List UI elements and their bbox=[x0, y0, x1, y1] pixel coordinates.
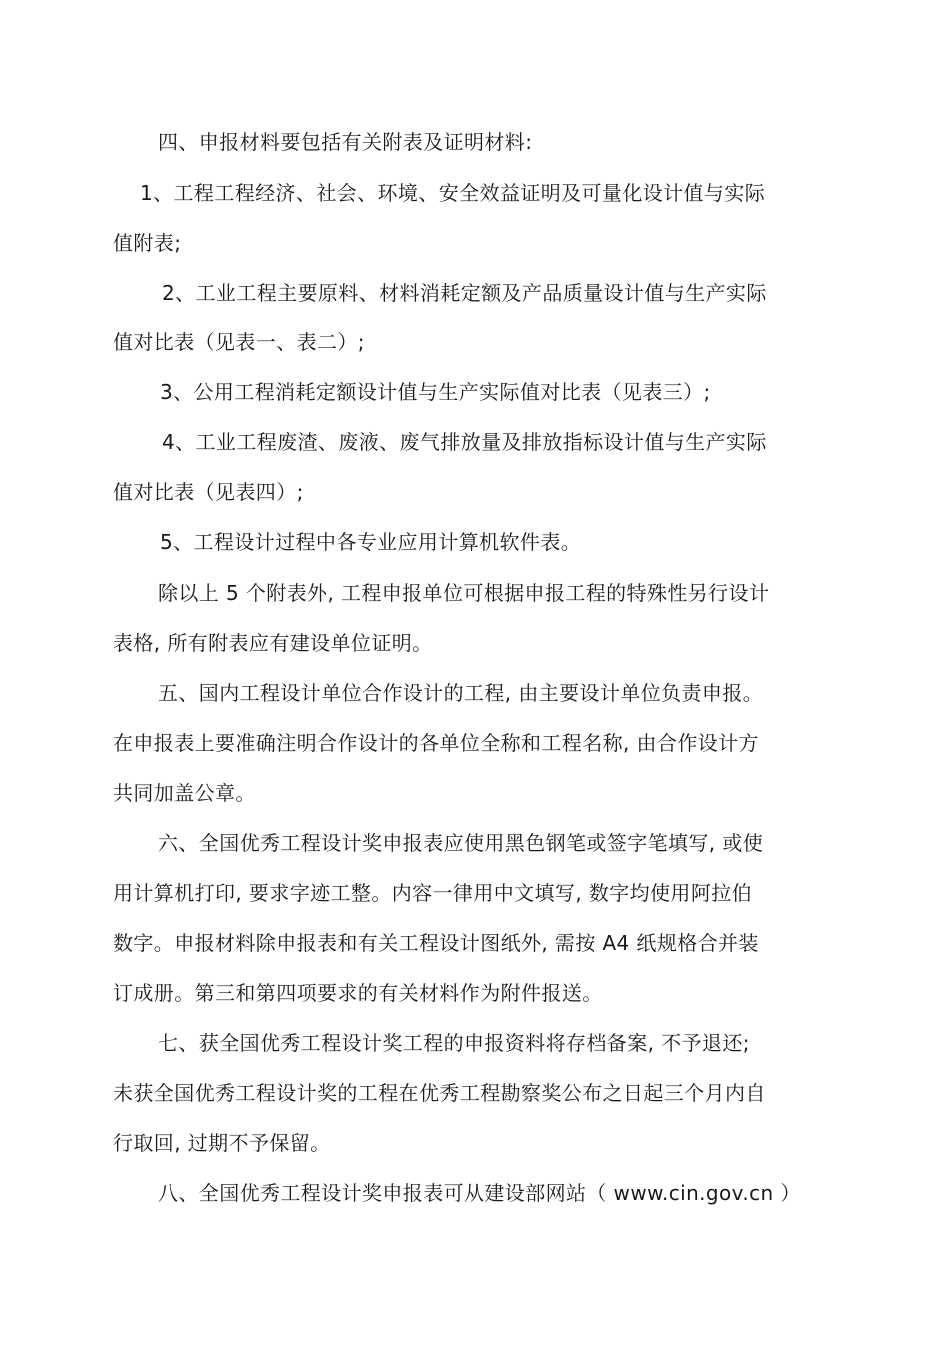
item-1-line-1: 1、工程工程经济、社会、环境、安全效益证明及可量化设计值与实际 bbox=[140, 181, 766, 205]
item-4-line-2: 值对比表（见表四）; bbox=[113, 480, 304, 504]
section-5-line-2: 在申报表上要准确注明合作设计的各单位全称和工程名称, 由合作设计方 bbox=[113, 731, 759, 755]
section-6-line-3: 数字。申报材料除申报表和有关工程设计图纸外, 需按 A4 纸规格合并装 bbox=[113, 931, 759, 955]
section-4-heading: 四、申报材料要包括有关附表及证明材料: bbox=[158, 130, 533, 154]
section-7-line-2: 未获全国优秀工程设计奖的工程在优秀工程勘察奖公布之日起三个月内自 bbox=[113, 1081, 766, 1105]
item-2-line-1: 2、工业工程主要原料、材料消耗定额及产品质量设计值与生产实际 bbox=[162, 281, 767, 305]
paragraph-attachments-line-2: 表格, 所有附表应有建设单位证明。 bbox=[113, 631, 433, 655]
item-5-line: 5、工程设计过程中各专业应用计算机软件表。 bbox=[160, 530, 582, 554]
section-6-line-2: 用计算机打印, 要求字迹工整。内容一律用中文填写, 数字均使用阿拉伯 bbox=[113, 881, 753, 905]
item-3-line: 3、公用工程消耗定额设计值与生产实际值对比表（见表三）; bbox=[160, 380, 711, 404]
section-5-line-3: 共同加盖公章。 bbox=[113, 781, 256, 805]
item-1-line-2: 值附表; bbox=[113, 231, 182, 255]
item-2-line-2: 值对比表（见表一、表二）; bbox=[113, 330, 365, 354]
section-7-line-1: 七、获全国优秀工程设计奖工程的申报资料将存档备案, 不予退还; bbox=[158, 1031, 750, 1055]
section-7-line-3: 行取回, 过期不予保留。 bbox=[113, 1131, 331, 1155]
paragraph-attachments-line-1: 除以上 5 个附表外, 工程申报单位可根据申报工程的特殊性另行设计 bbox=[158, 581, 770, 605]
section-8-line-1: 八、全国优秀工程设计奖申报表可从建设部网站（ www.cin.gov.cn ） bbox=[158, 1181, 801, 1205]
section-5-line-1: 五、国内工程设计单位合作设计的工程, 由主要设计单位负责申报。 bbox=[158, 681, 764, 705]
section-6-line-1: 六、全国优秀工程设计奖申报表应使用黑色钢笔或签字笔填写, 或使 bbox=[158, 831, 764, 855]
section-6-line-4: 订成册。第三和第四项要求的有关材料作为附件报送。 bbox=[113, 981, 603, 1005]
item-4-line-1: 4、工业工程废渣、废液、废气排放量及排放指标设计值与生产实际 bbox=[162, 430, 767, 454]
